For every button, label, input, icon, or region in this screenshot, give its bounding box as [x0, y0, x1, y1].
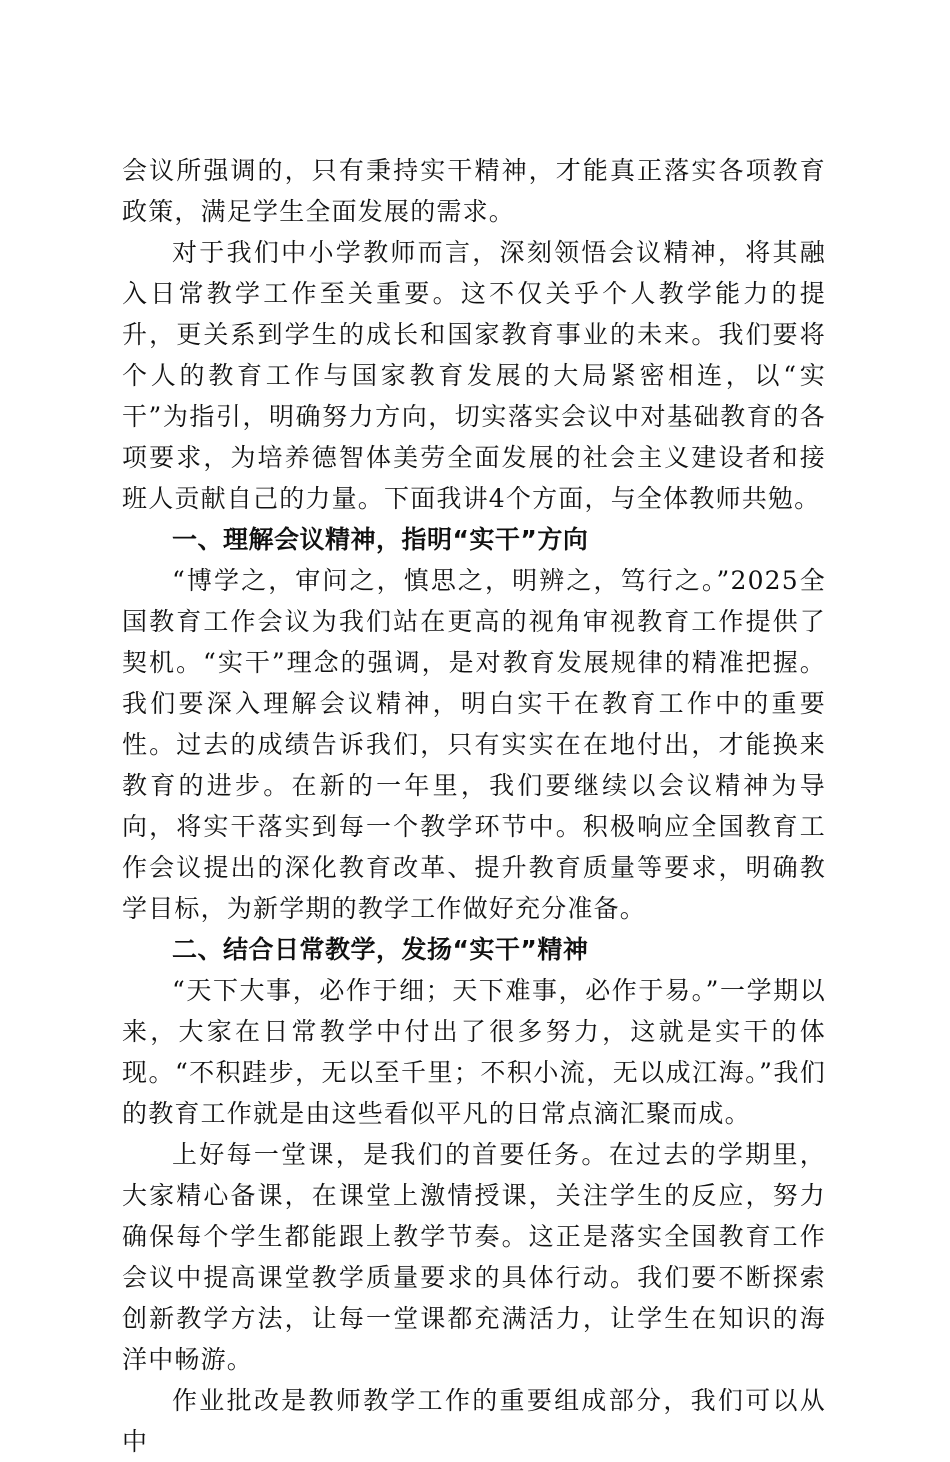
section-heading-1: 一、理解会议精神，指明“实干”方向 [172, 525, 589, 554]
section-heading-2: 二、结合日常教学，发扬“实干”精神 [172, 935, 589, 964]
document-body [122, 150, 826, 1462]
paragraph-6: 作业批改是教师教学工作的重要组成部分，我们可以从中 [122, 1386, 826, 1456]
paragraph-1: 会议所强调的，只有秉持实干精神，才能真正落实各项教育政策，满足学生全面发展的需求。 [122, 156, 826, 226]
paragraph-4: “天下大事，必作于细；天下难事，必作于易。”一学期以来，大家在日常教学中付出了很多努力，这就是实干的体现。“不积跬步，无以至千里；不积小流，无以成江海。”我们的教育工作就是由这些看似平凡的日常点滴汇聚而成。 [122, 976, 826, 1128]
paragraph-2: 对于我们中小学教师而言，深刻领悟会议精神，将其融入日常教学工作至关重要。这不仅关乎个人教学能力的提升，更关系到学生的成长和国家教育事业的未来。我们要将个人的教育工作与国家教育发展的大局紧密相连，以“实干”为指引，明确努力方向，切实落实会议中对基础教育的各项要求，为培养德智体美劳全面发展的社会主义建设者和接班人贡献自己的力量。下面我讲4个方面，与全体教师共勉。 [122, 238, 826, 513]
paragraph-5: 上好每一堂课，是我们的首要任务。在过去的学期里，大家精心备课，在课堂上激情授课，关注学生的反应，努力确保每个学生都能跟上教学节奏。这正是落实全国教育工作会议中提高课堂教学质量要求的具体行动。我们要不断探索创新教学方法，让每一堂课都充满活力，让学生在知识的海洋中畅游。 [122, 1140, 826, 1374]
paragraph-3: “博学之，审问之，慎思之，明辨之，笃行之。”2025全国教育工作会议为我们站在更高的视角审视教育工作提供了契机。“实干”理念的强调，是对教育发展规律的精准把握。我们要深入理解会议精神，明白实干在教育工作中的重要性。过去的成绩告诉我们，只有实实在在地付出，才能换来教育的进步。在新的一年里，我们要继续以会议精神为导向，将实干落实到每一个教学环节中。积极响应全国教育工作会议提出的深化教育改革、提升教育质量等要求，明确教学目标，为新学期的教学工作做好充分准备。 [122, 566, 826, 923]
